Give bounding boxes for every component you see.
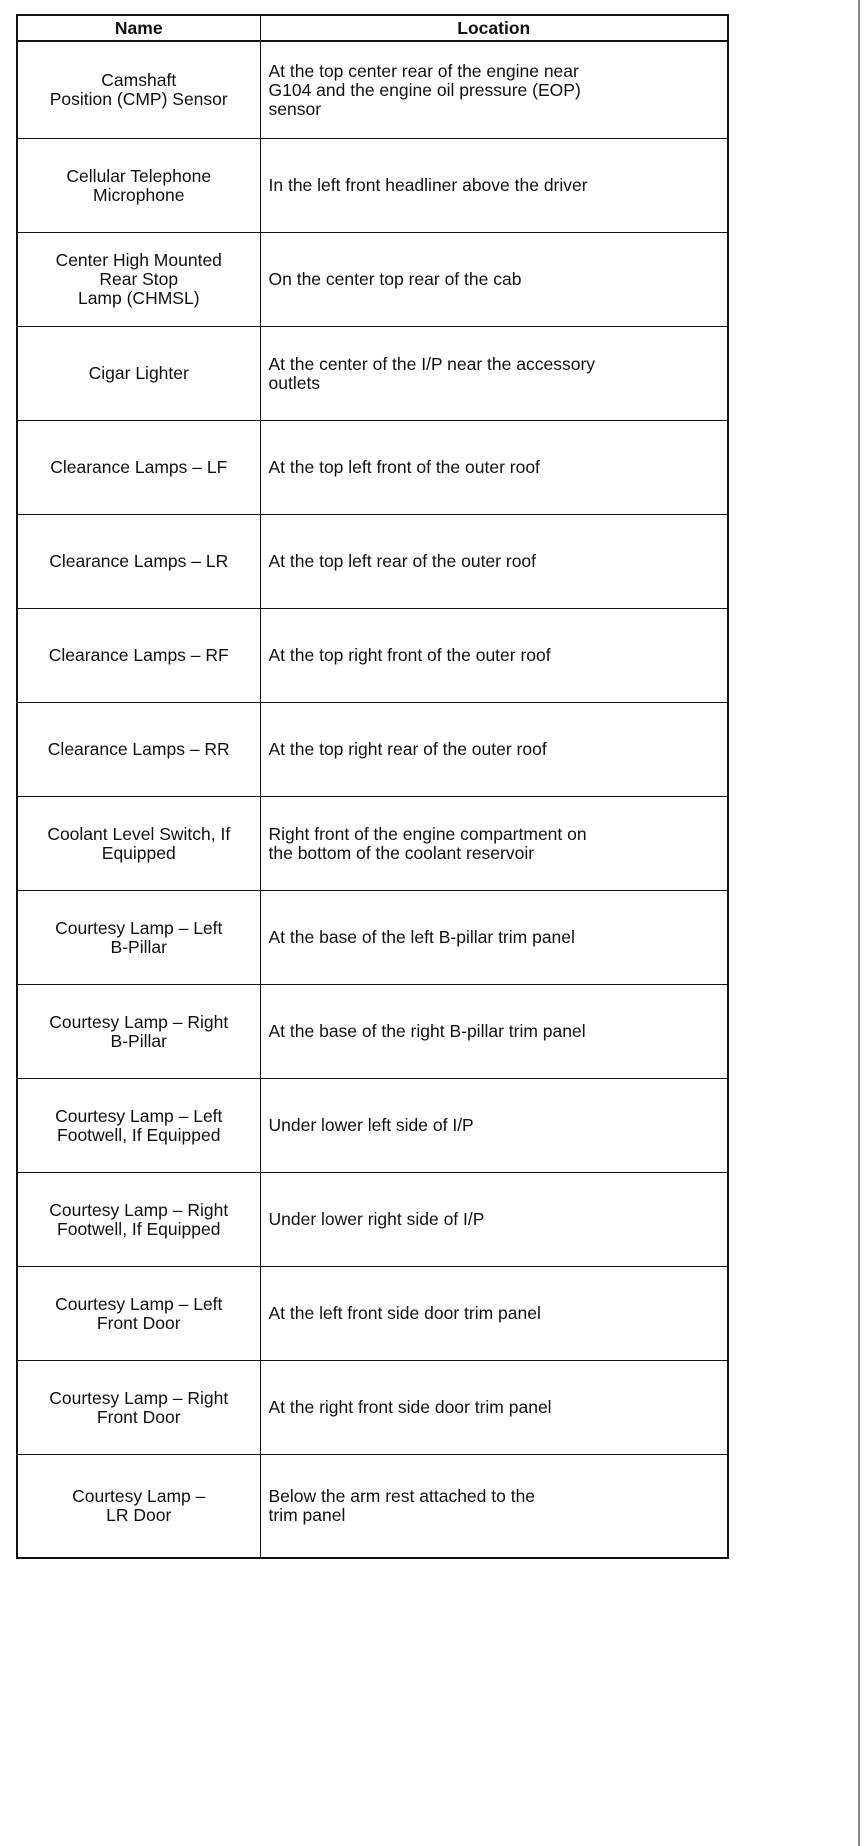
table-row — [17, 327, 728, 421]
table-row — [17, 703, 728, 797]
header-row — [17, 15, 728, 41]
cell-name: Camshaft Position (CMP) Sensor — [17, 41, 260, 139]
table-row — [17, 1079, 728, 1173]
cell-name: Cellular Telephone Microphone — [17, 139, 260, 233]
cell-location: At the center of the I/P near the accessory outlets — [260, 327, 728, 421]
cell-name: Courtesy Lamp – Left B-Pillar — [17, 891, 260, 985]
cell-location: On the center top rear of the cab — [260, 233, 728, 327]
cell-name: Courtesy Lamp – Right Front Door — [17, 1361, 260, 1455]
cell-name: Courtesy Lamp – Right B-Pillar — [17, 985, 260, 1079]
cell-name: Coolant Level Switch, If Equipped — [17, 797, 260, 891]
table-row — [17, 797, 728, 891]
table-row — [17, 609, 728, 703]
cell-location: At the top left rear of the outer roof — [260, 515, 728, 609]
component-location-table — [16, 14, 729, 1559]
table-row — [17, 985, 728, 1079]
table-row — [17, 1173, 728, 1267]
cell-name: Courtesy Lamp – Right Footwell, If Equipped — [17, 1173, 260, 1267]
cell-location: At the top left front of the outer roof — [260, 421, 728, 515]
cell-name: Clearance Lamps – LR — [17, 515, 260, 609]
cell-name: Clearance Lamps – RF — [17, 609, 260, 703]
table-row — [17, 421, 728, 515]
cell-name: Courtesy Lamp – Left Footwell, If Equipped — [17, 1079, 260, 1173]
table-row — [17, 1267, 728, 1361]
table-row — [17, 1455, 728, 1559]
table-body — [17, 41, 728, 1558]
cell-location: Right front of the engine compartment on the bottom of the coolant reservoir — [260, 797, 728, 891]
table-row — [17, 515, 728, 609]
table-row — [17, 139, 728, 233]
cell-location: At the base of the right B-pillar trim panel — [260, 985, 728, 1079]
cell-name: Courtesy Lamp – Left Front Door — [17, 1267, 260, 1361]
cell-location: At the base of the left B-pillar trim panel — [260, 891, 728, 985]
table-row — [17, 1361, 728, 1455]
table-row — [17, 41, 728, 139]
table-row — [17, 891, 728, 985]
cell-location: Under lower right side of I/P — [260, 1173, 728, 1267]
cell-location: At the top right rear of the outer roof — [260, 703, 728, 797]
header-name: Name — [17, 15, 260, 41]
table-header — [17, 15, 728, 41]
cell-name: Courtesy Lamp – LR Door — [17, 1455, 260, 1559]
header-location: Location — [260, 15, 728, 41]
table-row — [17, 233, 728, 327]
cell-location: At the top center rear of the engine near G104 and the engine oil pressure (EOP) sensor — [260, 41, 728, 139]
cell-location: Under lower left side of I/P — [260, 1079, 728, 1173]
cell-location: At the left front side door trim panel — [260, 1267, 728, 1361]
cell-name: Cigar Lighter — [17, 327, 260, 421]
cell-name: Center High Mounted Rear Stop Lamp (CHMSL) — [17, 233, 260, 327]
cell-name: Clearance Lamps – LF — [17, 421, 260, 515]
page-edge-rule — [858, 0, 860, 1846]
cell-location: In the left front headliner above the driver — [260, 139, 728, 233]
cell-location: At the right front side door trim panel — [260, 1361, 728, 1455]
cell-location: At the top right front of the outer roof — [260, 609, 728, 703]
cell-location: Below the arm rest attached to the trim panel — [260, 1455, 728, 1559]
cell-name: Clearance Lamps – RR — [17, 703, 260, 797]
